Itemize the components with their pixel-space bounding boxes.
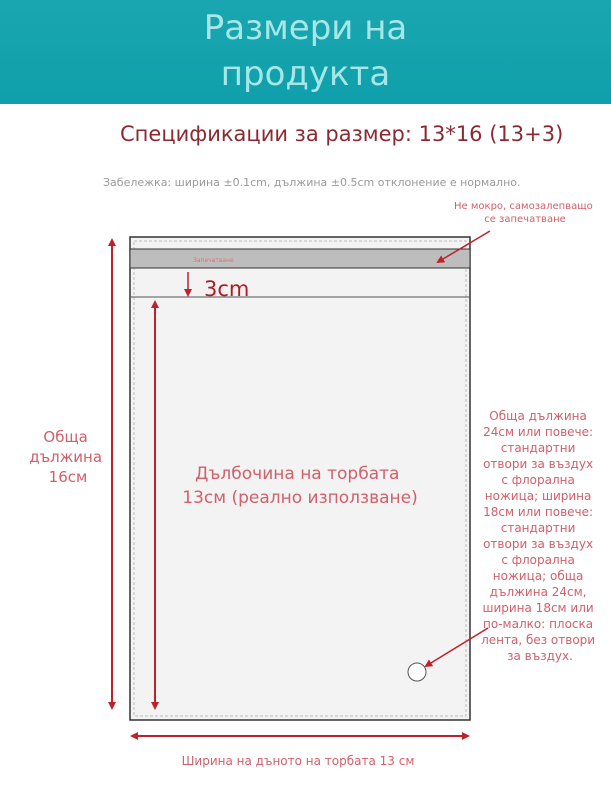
flap-height-label: 3cm bbox=[204, 277, 250, 301]
seal-label: Запечатване bbox=[193, 257, 234, 264]
bottom-width-label: Ширина на дъното на торбата 13 см bbox=[181, 754, 415, 768]
total-length-label: Обща дължина 16см bbox=[29, 428, 103, 486]
page-title-line1: Размери на bbox=[203, 8, 408, 48]
air-hole bbox=[408, 663, 426, 681]
size-spec-title: Спецификации за размер: 13*16 (13+3) bbox=[120, 122, 564, 146]
page-title-line2: продукта bbox=[220, 54, 391, 94]
tolerance-note: Забележка: ширина ±0.1cm, дължина ±0.5cm отклонение е нормално. bbox=[103, 176, 521, 189]
seal-strip bbox=[130, 249, 470, 268]
seal-note: Не мокро, самозалепващо се запечатване bbox=[454, 201, 593, 225]
air-holes-note: Обща дължина 24см или повече: стандартни отвори за въздух с флорална ножица; ширина 18см или повече: стандартни отвори за въздух с флорална ножица; обща дължина 24см, ширина 18см или по-малко: плоска лента, без отвори за въздух. bbox=[481, 409, 596, 663]
depth-label: Дълбочина на торбата 13см (реално използване) bbox=[182, 464, 418, 508]
